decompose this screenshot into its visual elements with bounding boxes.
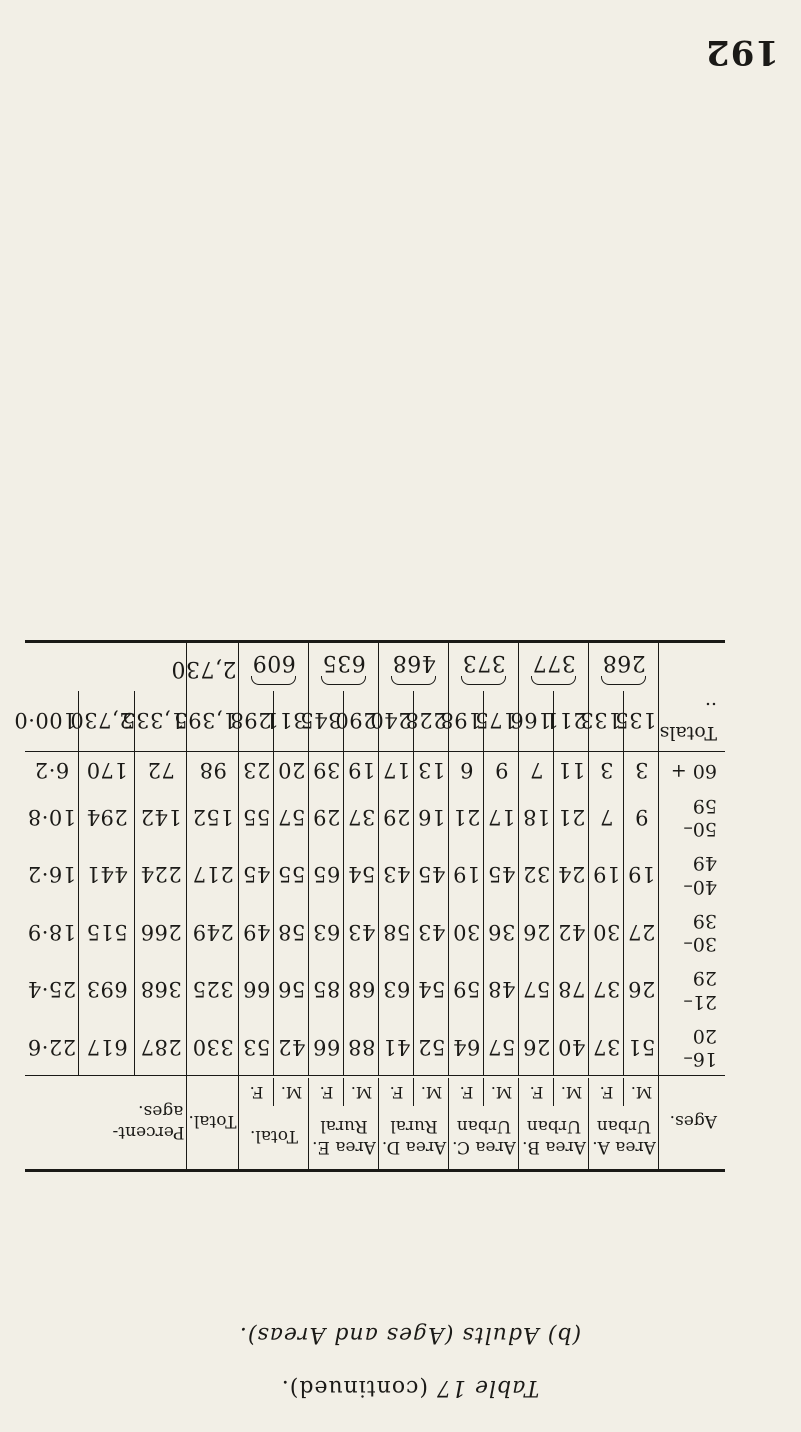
value-cell: 54: [344, 846, 379, 904]
area-b-header: [519, 1107, 589, 1171]
area-a-female-header: F.: [589, 1079, 624, 1107]
value-cell: 217: [187, 846, 239, 904]
area-b-district: Urban: [526, 1115, 582, 1136]
value-cell: 16·2: [25, 846, 79, 904]
value-cell: 40: [554, 1018, 589, 1076]
value-cell: 98: [187, 751, 239, 788]
value-cell: 152: [187, 788, 239, 846]
caption-subtitle: (b) Adults (Ages and Areas).: [238, 1322, 582, 1347]
total-cell: 135: [624, 691, 659, 751]
value-cell: 42: [554, 903, 589, 961]
area-c-label: Area C.: [452, 1137, 516, 1157]
value-cell: 330: [187, 1018, 239, 1076]
value-cell: 57: [484, 1018, 519, 1076]
area-c-header: [449, 1107, 519, 1171]
value-cell: 170: [79, 751, 135, 788]
ages-column-header: Ages.: [669, 1111, 717, 1132]
value-cell: 24: [554, 846, 589, 904]
area-e-male-header: M.: [344, 1079, 379, 1107]
value-cell: 9: [624, 788, 659, 846]
value-cell: 37: [344, 788, 379, 846]
table-row: [25, 961, 725, 1019]
total-cell: 166: [519, 691, 554, 751]
value-cell: 57: [519, 961, 554, 1019]
age-cell: 60 +: [670, 759, 717, 782]
area-d-label: Area D.: [381, 1137, 447, 1157]
value-cell: 6·2: [25, 751, 79, 788]
value-cell: 42: [274, 1018, 309, 1076]
brace-mark: [462, 676, 507, 685]
value-cell: 142: [135, 788, 187, 846]
value-cell: 29: [379, 788, 414, 846]
value-cell: 19: [344, 751, 379, 788]
area-e-district: Rural: [320, 1115, 368, 1136]
value-cell: 43: [414, 903, 449, 961]
age-cell: 21–29: [683, 967, 717, 1013]
table-row: [25, 846, 725, 904]
value-cell: 57: [274, 788, 309, 846]
value-cell: 7: [589, 788, 624, 846]
area-e-label: Area E.: [312, 1137, 376, 1157]
value-cell: 3: [624, 751, 659, 788]
value-cell: 63: [309, 903, 344, 961]
value-cell: 66: [309, 1018, 344, 1076]
value-cell: 21: [449, 788, 484, 846]
area-a-male-header: M.: [624, 1079, 659, 1107]
value-cell: 64: [449, 1018, 484, 1076]
sex-combined-total: [239, 641, 309, 691]
value-cell: 68: [344, 961, 379, 1019]
value-cell: 249: [187, 903, 239, 961]
value-cell: 88: [344, 1018, 379, 1076]
value-cell: 9: [484, 751, 519, 788]
value-cell: 17: [484, 788, 519, 846]
totals-row: [25, 691, 725, 751]
grand-totals-row: [25, 641, 725, 691]
total-cell: 198: [449, 691, 484, 751]
adults-ages-areas-table: [13, 640, 725, 1172]
value-cell: 45: [239, 846, 274, 904]
brace-mark: [532, 676, 577, 685]
table-row: [25, 751, 725, 788]
area-c-female-header: F.: [449, 1079, 484, 1107]
grand-total-value: 377: [532, 650, 576, 676]
value-cell: 26: [624, 961, 659, 1019]
value-cell: 51: [624, 1018, 659, 1076]
value-cell: 78: [554, 961, 589, 1019]
area-e-female-header: F.: [309, 1079, 344, 1107]
grand-total-value: 609: [252, 650, 296, 676]
value-cell: 72: [135, 751, 187, 788]
table-row: [25, 788, 725, 846]
value-cell: 18·9: [25, 903, 79, 961]
value-cell: 693: [79, 961, 135, 1019]
area-b-combined-total: [519, 641, 589, 691]
total-cell: 211: [554, 691, 589, 751]
value-cell: 49: [239, 903, 274, 961]
total-cell: 298: [239, 691, 274, 751]
brace-mark: [602, 676, 647, 685]
value-cell: 30: [449, 903, 484, 961]
value-cell: 26: [519, 903, 554, 961]
area-a-district: Urban: [596, 1115, 652, 1136]
percentages-header: Percent-ages.: [135, 1076, 187, 1171]
total-female-header: F.: [239, 1079, 274, 1107]
area-c-district: Urban: [456, 1115, 512, 1136]
value-cell: 58: [274, 903, 309, 961]
total-by-sex-header: Total.: [239, 1107, 309, 1171]
value-cell: 45: [484, 846, 519, 904]
value-cell: 368: [135, 961, 187, 1019]
sex-header-row: [25, 1079, 725, 1107]
value-cell: 266: [135, 903, 187, 961]
value-cell: 10·8: [25, 788, 79, 846]
value-cell: 515: [79, 903, 135, 961]
table-row: [25, 1018, 725, 1076]
value-cell: 17: [379, 751, 414, 788]
value-cell: 27: [624, 903, 659, 961]
area-a-combined-total: [589, 641, 659, 691]
value-cell: 3: [589, 751, 624, 788]
table-caption: [150, 1180, 670, 1420]
table-row: [25, 903, 725, 961]
area-d-header: [379, 1107, 449, 1171]
value-cell: 21: [554, 788, 589, 846]
page-number: 192: [705, 32, 779, 72]
grand-total-value: 268: [602, 650, 646, 676]
grand-total-value: 468: [392, 650, 436, 676]
value-cell: 54: [414, 961, 449, 1019]
area-d-female-header: F.: [379, 1079, 414, 1107]
grand-totals-spacer: [659, 641, 725, 691]
value-cell: 25·4: [25, 961, 79, 1019]
total-cell: 345: [309, 691, 344, 751]
area-e-header: [309, 1107, 379, 1171]
total-cell: 1,335: [135, 691, 187, 751]
value-cell: 294: [79, 788, 135, 846]
value-cell: 39: [309, 751, 344, 788]
value-cell: 85: [309, 961, 344, 1019]
value-cell: 52: [414, 1018, 449, 1076]
area-c-combined-total: [449, 641, 519, 691]
value-cell: 30: [589, 903, 624, 961]
total-cell: 133: [589, 691, 624, 751]
age-cell: 50–59: [683, 794, 717, 841]
value-cell: 19: [589, 846, 624, 904]
value-cell: 43: [379, 846, 414, 904]
value-cell: 32: [519, 846, 554, 904]
value-cell: 22·6: [25, 1018, 79, 1076]
grand-total-value: 635: [322, 650, 366, 676]
value-cell: 55: [274, 846, 309, 904]
value-cell: 16: [414, 788, 449, 846]
area-b-female-header: F.: [519, 1079, 554, 1107]
value-cell: 6: [449, 751, 484, 788]
value-cell: 617: [79, 1018, 135, 1076]
value-cell: 37: [589, 961, 624, 1019]
header-rule-row: [25, 1076, 725, 1079]
area-e-combined-total: [309, 641, 379, 691]
value-cell: 20: [274, 751, 309, 788]
value-cell: 53: [239, 1018, 274, 1076]
value-cell: 13: [414, 751, 449, 788]
value-cell: 36: [484, 903, 519, 961]
total-cell: 100·0: [25, 691, 79, 751]
total-cell: 228: [414, 691, 449, 751]
total-male-header: M.: [274, 1079, 309, 1107]
value-cell: 19: [624, 846, 659, 904]
total-cell: 1,395: [187, 691, 239, 751]
total-cell: 240: [379, 691, 414, 751]
value-cell: 43: [344, 903, 379, 961]
value-cell: 11: [554, 751, 589, 788]
age-cell: 40–49: [683, 852, 717, 898]
value-cell: 325: [187, 961, 239, 1019]
caption-table-ref: Table 17: [436, 1375, 540, 1400]
overall-grand-total: 2,730: [187, 641, 239, 691]
value-cell: 224: [135, 846, 187, 904]
total-cell: 311: [274, 691, 309, 751]
caption-continued: (continued).: [280, 1375, 428, 1400]
value-cell: 19: [449, 846, 484, 904]
area-d-district: Rural: [390, 1115, 438, 1136]
value-cell: 26: [519, 1018, 554, 1076]
age-cell: 30–39: [683, 909, 717, 956]
value-cell: 441: [79, 846, 135, 904]
grand-total-header: Total.: [187, 1076, 239, 1171]
area-d-male-header: M.: [414, 1079, 449, 1107]
value-cell: 41: [379, 1018, 414, 1076]
area-b-male-header: M.: [554, 1079, 589, 1107]
total-cell: 175: [484, 691, 519, 751]
area-c-male-header: M.: [484, 1079, 519, 1107]
table-region: [13, 92, 725, 1172]
value-cell: 63: [379, 961, 414, 1019]
caption-title: [150, 1375, 670, 1400]
area-b-label: Area B.: [522, 1137, 586, 1157]
value-cell: 18: [519, 788, 554, 846]
value-cell: 59: [449, 961, 484, 1019]
value-cell: 287: [135, 1018, 187, 1076]
header-divider: [239, 1076, 659, 1079]
value-cell: 23: [239, 751, 274, 788]
area-header-row: [25, 1107, 725, 1171]
brace-mark: [252, 676, 297, 685]
age-cell: 16–20: [683, 1024, 717, 1071]
totals-label: Totals ..: [659, 698, 717, 744]
value-cell: 66: [239, 961, 274, 1019]
value-cell: 48: [484, 961, 519, 1019]
value-cell: 58: [379, 903, 414, 961]
grand-total-value: 373: [462, 650, 506, 676]
value-cell: 45: [414, 846, 449, 904]
value-cell: 29: [309, 788, 344, 846]
value-cell: 55: [239, 788, 274, 846]
value-cell: 37: [589, 1018, 624, 1076]
area-d-combined-total: [379, 641, 449, 691]
brace-mark: [392, 676, 437, 685]
total-cell: 2,730: [79, 691, 135, 751]
value-cell: 7: [519, 751, 554, 788]
value-cell: 56: [274, 961, 309, 1019]
value-cell: 65: [309, 846, 344, 904]
brace-mark: [322, 676, 367, 685]
area-a-label: Area A.: [592, 1137, 656, 1157]
total-cell: 290: [344, 691, 379, 751]
area-a-header: [589, 1107, 659, 1171]
